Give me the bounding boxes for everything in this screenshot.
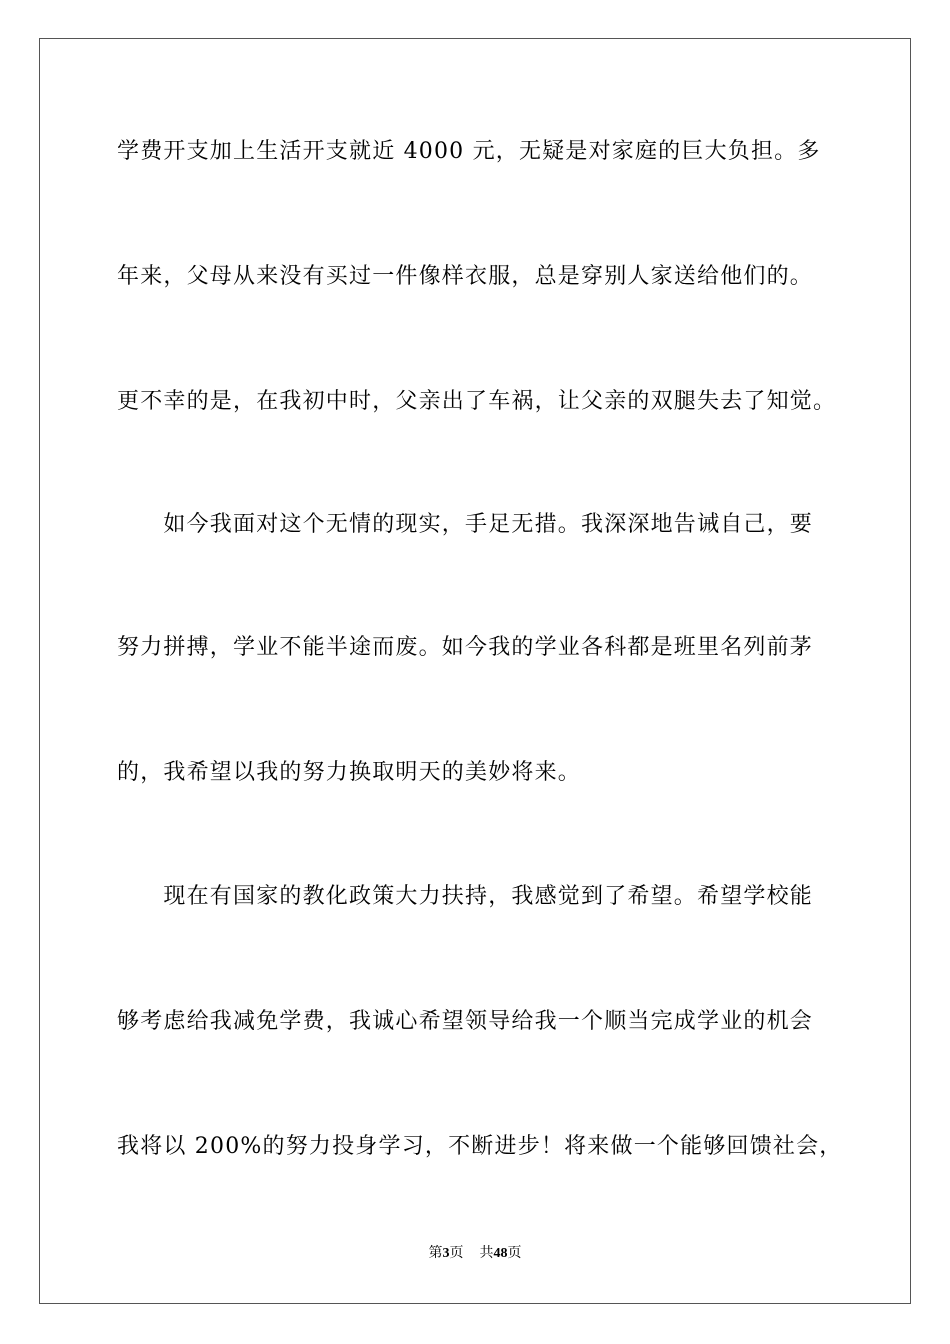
paragraph-line: 学费开支加上生活开支就近 4000 元，无疑是对家庭的巨大负担。多: [117, 139, 821, 164]
page-border: [39, 38, 911, 1304]
paragraph-line: 更不幸的是，在我初中时，父亲出了车祸，让父亲的双腿失去了知觉。: [117, 389, 837, 414]
total-label-suffix: 页: [507, 1246, 522, 1261]
paragraph-line: 如今我面对这个无情的现实，手足无措。我深深地告诫自己，要: [117, 512, 814, 537]
page-label-suffix: 页: [449, 1246, 464, 1261]
page-number: 3: [442, 1246, 450, 1261]
paragraph-line: 够考虑给我减免学费，我诚心希望领导给我一个顺当完成学业的机会: [117, 1009, 814, 1034]
paragraph-line: 努力拼搏，学业不能半途而废。如今我的学业各科都是班里名列前茅: [117, 635, 814, 660]
total-label-prefix: 共: [479, 1246, 494, 1261]
paragraph-line: 我将以 200%的努力投身学习，不断进步！将来做一个能够回馈社会，: [117, 1134, 843, 1159]
page-label-prefix: 第: [428, 1246, 443, 1261]
paragraph-line: 年来，父母从来没有买过一件像样衣服，总是穿别人家送给他们的。: [117, 264, 814, 289]
paragraph-line: 的，我希望以我的努力换取明天的美妙将来。: [117, 760, 582, 785]
paragraph-line: 现在有国家的教化政策大力扶持，我感觉到了希望。希望学校能: [117, 884, 814, 909]
page-footer: [0, 1244, 950, 1264]
total-pages: 48: [493, 1246, 508, 1261]
